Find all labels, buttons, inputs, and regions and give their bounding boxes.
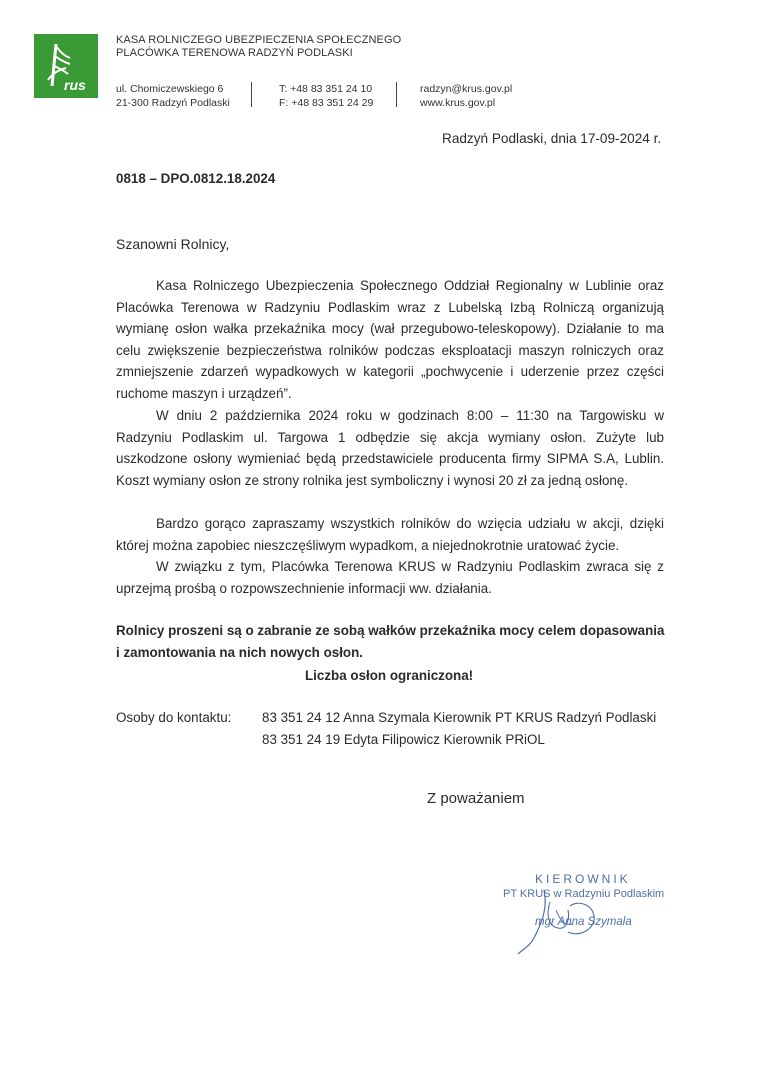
stamp-title: KIEROWNIK — [535, 872, 631, 886]
header-divider-1 — [251, 82, 252, 107]
contact-label: Osoby do kontaktu: — [116, 710, 232, 725]
fax-number: F: +48 83 351 24 29 — [279, 96, 374, 109]
address-line-1: ul. Chomiczewskiego 6 — [116, 83, 224, 95]
bold-notice: Rolnicy proszeni są o zabranie ze sobą wałków przekaźnika mocy celem dopasowania i zamontowania na nich nowych osłon. — [116, 623, 665, 660]
krus-logo — [34, 34, 98, 98]
phone-block — [279, 83, 373, 110]
handwritten-signature — [508, 880, 648, 960]
phone-number: T: +48 83 351 24 10 — [279, 83, 373, 95]
paragraph-1 — [116, 275, 664, 404]
limited-notice: Liczba osłon ograniczona! — [305, 668, 474, 683]
stamp-name: mgr Anna Szymala — [535, 916, 632, 928]
organization-line-2: PLACÓWKA TERENOWA RADZYŃ PODLASKI — [116, 46, 353, 59]
contact-person-2: 83 351 24 19 Edyta Filipowicz Kierownik PRiOL — [262, 732, 545, 747]
paragraph-1-text: Kasa Rolniczego Ubezpieczenia Społecznego Oddział Regionalny w Lublinie oraz Placówka Terenowa w Radzyniu Podlaskim wraz z Lubelską Izbą Rolniczą organizują wymianę osłon wałka przekaźnika mocy (wał przegubowo-teleskopowy). Działanie to ma celu zwiększenie bezpieczeństwa rolników podczas eksploatacji maszyn rolniczych oraz zmniejszenie zdarzeń wypadkowych w kategorii „pochwycenie i uderzenie przez części ruchome maszyn i urządzeń”. — [116, 278, 664, 401]
svg-text:rus: rus — [64, 77, 86, 93]
closing: Z poważaniem — [427, 790, 525, 807]
paragraph-4-text: W związku z tym, Placówka Terenowa KRUS w Radzyniu Podlaskim zwraca się z uprzejmą prośbą o rozpowszechnienie informacji ww. działania. — [116, 559, 664, 596]
address-line-2: 21-300 Radzyń Podlaski — [116, 96, 230, 109]
salutation: Szanowni Rolnicy, — [116, 236, 230, 252]
organization-name — [116, 34, 401, 59]
header-divider-2 — [396, 82, 397, 107]
contact-person-1: 83 351 24 12 Anna Szymala Kierownik PT KRUS Radzyń Podlaski — [262, 710, 657, 725]
email-link[interactable]: radzyn@krus.gov.pl — [420, 83, 513, 95]
reference-number: 0818 – DPO.0812.18.2024 — [116, 171, 276, 186]
web-block — [420, 83, 512, 110]
place-date: Radzyń Podlaski, dnia 17-09-2024 r. — [442, 131, 662, 146]
paragraph-3 — [116, 513, 664, 556]
stamp-unit: PT KRUS w Radzyniu Podlaskim — [503, 888, 665, 900]
organization-line-1: KASA ROLNICZEGO UBEZPIECZENIA SPOŁECZNEGO — [116, 34, 402, 46]
website-link[interactable]: www.krus.gov.pl — [420, 96, 496, 109]
paragraph-2-text: W dniu 2 października 2024 roku w godzinach 8:00 – 11:30 na Targowisku w Radzyniu Podlaskim ul. Targowa 1 odbędzie się akcja wymiany osłon. Zużyte lub uszkodzone osłony wymieniać będą przedstawiciele producenta firmy SIPMA S.A, Lublin. Koszt wymiany osłon ze strony rolnika jest symboliczny i wynosi 20 zł za jedną osłonę. — [116, 408, 664, 488]
paragraph-2 — [116, 405, 664, 491]
address-block — [116, 83, 230, 110]
krus-logo-icon — [34, 34, 98, 98]
paragraph-3-text: Bardzo gorąco zapraszamy wszystkich rolników do wzięcia udziału w akcji, dzięki której można zapobiec nieszczęśliwym wypadkom, a niejednokrotnie uratować życie. — [116, 516, 664, 553]
paragraph-4 — [116, 556, 664, 599]
